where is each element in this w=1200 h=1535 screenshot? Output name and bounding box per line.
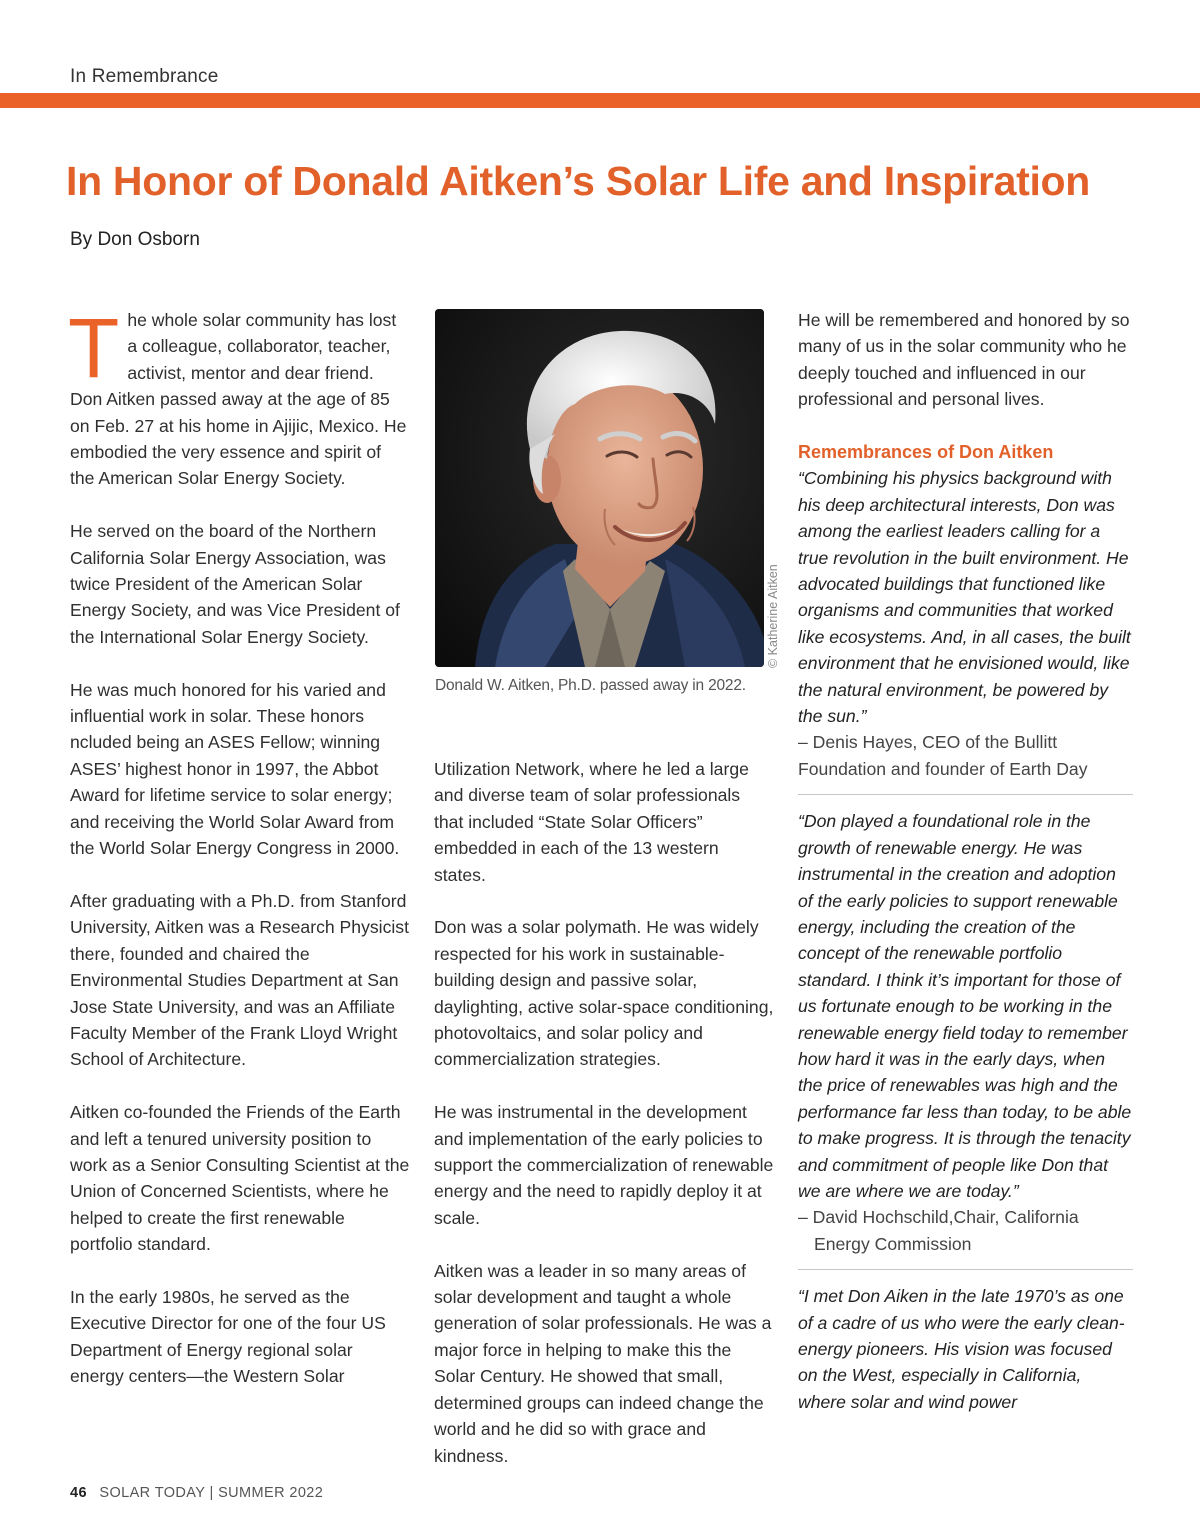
paragraph: He will be remembered and honored by so many of us in the solar community who he deeply touched and influenced in our professional and personal lives. xyxy=(798,310,1130,410)
header-accent-bar xyxy=(0,93,1200,108)
publication-name: SOLAR TODAY xyxy=(99,1485,206,1501)
paragraph: Aitken co-founded the Friends of the Earth and left a tenured university position to work as a Senior Consulting Scientist at the Union of Concerned Scientists, where he helped to create the first renewable portfolio standard. xyxy=(70,1102,410,1255)
photo-caption: Donald W. Aitken, Ph.D. passed away in 2022. xyxy=(435,677,746,694)
attribution-hayes: – Denis Hayes, CEO of the Bullitt Foundation and founder of Earth Day xyxy=(798,732,1088,779)
paragraph: Aitken was a leader in so many areas of solar development and taught a whole generation of solar professionals. He was a major force in helping to make this the Solar Century. He showed that small, determined groups can indeed change the world and he did so with grace and kindness. xyxy=(434,1260,772,1466)
article-column-2 xyxy=(434,756,774,1495)
portrait-photo xyxy=(435,309,764,667)
article-column-3 xyxy=(798,307,1133,1415)
photo-credit: © Katherine Aitken xyxy=(766,564,780,668)
paragraph-intro xyxy=(68,301,410,492)
quote-divider xyxy=(798,794,1133,795)
section-label: In Remembrance xyxy=(70,66,219,87)
quote-divider xyxy=(798,1269,1133,1270)
portrait-illustration xyxy=(435,309,764,667)
article-column-1 xyxy=(68,301,410,1416)
issue-date: SUMMER 2022 xyxy=(218,1485,324,1501)
paragraph: After graduating with a Ph.D. from Stanford University, Aitken was a Research Physicist there, founded and chaired the Environmental Studies Department at San Jose State University, and was an Affiliate Faculty Member of the Frank Lloyd Wright School of Architecture. xyxy=(70,890,409,1070)
paragraph: In the early 1980s, he served as the Executive Director for one of the four US Department of Energy regional solar energy centers—the Western Solar xyxy=(70,1286,386,1387)
paragraph: He served on the board of the Northern California Solar Energy Association, was twice President of the American Solar Energy Society, and was Vice President of the International Solar Energy Society. xyxy=(70,521,400,647)
paragraph: Utilization Network, where he led a large and diverse team of solar professionals that included “State Solar Officers” embedded in each of the 13 western states. xyxy=(434,759,749,885)
quote-hayes: “Combining his physics background with his deep architectural interests, Don was among the earliest leaders calling for a true revolution in the built environment. He advocated buildings that functioned like organisms and communities that worked like ecosystems. And, in all cases, the built environment that he envisioned would, like the natural environment, be powered by the sun.” xyxy=(798,468,1131,727)
paragraph-intro-text: he whole solar community has lost a colleague, collaborator, teacher, activist, mentor and dear friend. Don Aitken passed away at the age of 85 on Feb. 27 at his home in Ajijic, Mexico. He embodied the very essence and spirit of the American Solar Energy Society. xyxy=(70,310,407,489)
paragraph: He was instrumental in the development and implementation of the early policies to support the commercialization of renewable energy and the need to rapidly deploy it at scale. xyxy=(434,1102,774,1228)
page-footer xyxy=(70,1485,323,1501)
quote-continued: “I met Don Aiken in the late 1970’s as one of a cadre of us who were the early clean-energy pioneers. His vision was focused on the West, especially in California, where solar and wind power xyxy=(798,1286,1125,1412)
footer-separator: | xyxy=(209,1485,214,1501)
article-headline: In Honor of Donald Aitken’s Solar Life and Inspiration xyxy=(66,158,1091,204)
paragraph: He was much honored for his varied and influential work in solar. These honors ncluded being an ASES Fellow; winning ASES’ highest honor in 1997, the Abbot Award for lifetime service to solar energy; and receiving the World Solar Award from the World Solar Energy Congress in 2000. xyxy=(70,679,400,859)
quote-hochschild: “Don played a foundational role in the growth of renewable energy. He was instrumental in the creation and adoption of the early policies to support renewable energy, including the creation of the concept of the renewable portfolio standard. I think it’s important for those of us fortunate enough to be working in the renewable energy field today to remember how hard it was in the early days, when the price of renewables was high and the performance far less than today, to be able to make progress. It is through the tenacity and commitment of people like Don that we are where we are today.” xyxy=(798,811,1132,1201)
paragraph: Don was a solar polymath. He was widely respected for his work in sustainable-building design and passive solar, daylighting, active solar-space conditioning, photovoltaics, and solar policy and commercialization strategies. xyxy=(434,917,774,1070)
remembrances-heading: Remembrances of Don Aitken xyxy=(798,442,1054,463)
article-byline: By Don Osborn xyxy=(70,229,200,250)
page-number: 46 xyxy=(70,1485,87,1501)
attribution-hochschild: – David Hochschild,Chair, California Energy Commission xyxy=(798,1207,1079,1254)
drop-cap: T xyxy=(68,301,120,395)
